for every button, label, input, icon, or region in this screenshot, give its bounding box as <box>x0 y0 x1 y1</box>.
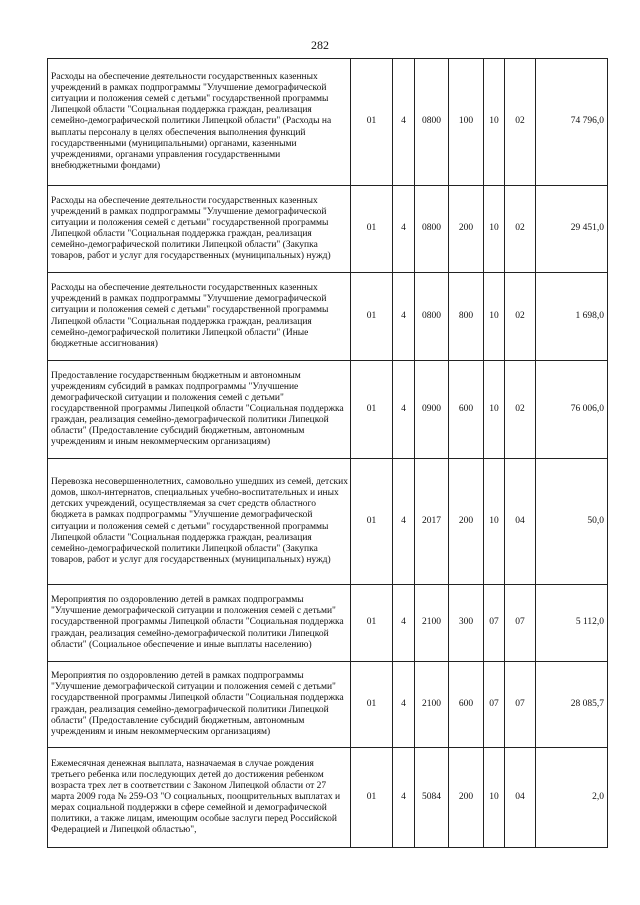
code-expense-type: 200 <box>449 186 484 273</box>
code-section: 07 <box>484 662 505 748</box>
row-amount: 76 006,0 <box>536 361 608 459</box>
row-description: Расходы на обеспечение деятельности государственных казенных учреждений в рамках подпрограммы "Улучшение демографической ситуации и положения семей с детьми" государственной программы Липецкой области "Социальная поддержка граждан, реализация семейно-демографической политики Липецкой области" (Закупка товаров, работ и услуг для государственных (муниципальных) нужд) <box>48 186 351 273</box>
code-program: 01 <box>351 273 393 361</box>
code-program: 01 <box>351 59 393 186</box>
row-amount: 50,0 <box>536 459 608 585</box>
code-subprogram: 4 <box>393 662 415 748</box>
code-section: 10 <box>484 59 505 186</box>
code-subsection: 04 <box>505 459 536 585</box>
code-activity: 0800 <box>415 186 449 273</box>
code-section: 10 <box>484 361 505 459</box>
row-description: Мероприятия по оздоровлению детей в рамках подпрограммы "Улучшение демографической ситуации и положения семей с детьми" государственной программы Липецкой области "Социальная поддержка граждан, реализация семейно-демографической политики Липецкой области" (Социальное обеспечение и иные выплаты населению) <box>48 585 351 662</box>
row-description: Расходы на обеспечение деятельности государственных казенных учреждений в рамках подпрограммы "Улучшение демографической ситуации и положения семей с детьми" государственной программы Липецкой области "Социальная поддержка граждан, реализация семейно-демографической политики Липецкой области" (Иные бюджетные ассигнования) <box>48 273 351 361</box>
page-number: 282 <box>311 38 329 52</box>
code-activity: 2100 <box>415 585 449 662</box>
code-activity: 0900 <box>415 361 449 459</box>
table-row <box>48 459 608 585</box>
code-program: 01 <box>351 186 393 273</box>
code-subprogram: 4 <box>393 59 415 186</box>
code-activity: 2100 <box>415 662 449 748</box>
row-description: Перевозка несовершеннолетних, самовольно ушедших из семей, детских домов, школ-интернатов, специальных учебно-воспитательных и иных детских учреждений, осуществляемая за счет средств областного бюджета в рамках подпрограммы "Улучшение демографической ситуации и положения семей с детьми" государственной программы Липецкой области "Социальная поддержка граждан, реализация семейно-демографической политики Липецкой области" (Закупка товаров, работ и услуг для государственных (муниципальных) нужд) <box>48 459 351 585</box>
code-expense-type: 600 <box>449 361 484 459</box>
table-row <box>48 273 608 361</box>
row-amount: 2,0 <box>536 748 608 848</box>
code-subsection: 02 <box>505 59 536 186</box>
row-description: Предоставление государственным бюджетным и автономным учреждениям субсидий в рамках подпрограммы "Улучшение демографической ситуации и положения семей с детьми" государственной программы Липецкой области "Социальная поддержка граждан, реализация семейно-демографической политики Липецкой области" (Предоставление субсидий бюджетным, автономным учреждениям и иным некоммерческим организациям) <box>48 361 351 459</box>
code-program: 01 <box>351 662 393 748</box>
table-row <box>48 748 608 848</box>
code-activity: 5084 <box>415 748 449 848</box>
code-section: 10 <box>484 273 505 361</box>
code-expense-type: 300 <box>449 585 484 662</box>
row-amount: 74 796,0 <box>536 59 608 186</box>
budget-table <box>47 58 608 848</box>
code-section: 10 <box>484 186 505 273</box>
code-expense-type: 100 <box>449 59 484 186</box>
row-description: Мероприятия по оздоровлению детей в рамках подпрограммы "Улучшение демографической ситуации и положения семей с детьми" государственной программы Липецкой области "Социальная поддержка граждан, реализация семейно-демографической политики Липецкой области" (Предоставление субсидий бюджетным, автономным учреждениям и иным некоммерческим организациям) <box>48 662 351 748</box>
table-row <box>48 59 608 186</box>
row-description: Ежемесячная денежная выплата, назначаемая в случае рождения третьего ребенка или последующих детей до достижения ребенком возраста трех лет в соответствии с Законом Липецкой области от 27 марта 2009 года № 259-ОЗ "О социальных, поощрительных выплатах и мерах социальной поддержки в сфере семейной и демографической политики, а также лицам, имеющим особые заслуги перед Российской Федерацией и Липецкой областью", <box>48 748 351 848</box>
row-amount: 28 085,7 <box>536 662 608 748</box>
code-expense-type: 200 <box>449 459 484 585</box>
code-expense-type: 600 <box>449 662 484 748</box>
code-section: 10 <box>484 748 505 848</box>
code-subprogram: 4 <box>393 273 415 361</box>
row-description: Расходы на обеспечение деятельности государственных казенных учреждений в рамках подпрограммы "Улучшение демографической ситуации и положения семей с детьми" государственной программы Липецкой области "Социальная поддержка граждан, реализация семейно-демографической политики Липецкой области" (Расходы на выплаты персоналу в целях обеспечения выполнения функций государственными (муниципальными) органами, казенными учреждениями, органами управления государственными внебюджетными фондами) <box>48 59 351 186</box>
code-activity: 2017 <box>415 459 449 585</box>
table-row <box>48 361 608 459</box>
code-section: 07 <box>484 585 505 662</box>
code-subsection: 02 <box>505 186 536 273</box>
row-amount: 1 698,0 <box>536 273 608 361</box>
code-subprogram: 4 <box>393 585 415 662</box>
code-expense-type: 800 <box>449 273 484 361</box>
code-subsection: 07 <box>505 662 536 748</box>
row-amount: 5 112,0 <box>536 585 608 662</box>
code-subprogram: 4 <box>393 748 415 848</box>
code-subprogram: 4 <box>393 361 415 459</box>
code-subsection: 07 <box>505 585 536 662</box>
table-row <box>48 662 608 748</box>
code-subsection: 02 <box>505 273 536 361</box>
code-section: 10 <box>484 459 505 585</box>
code-subprogram: 4 <box>393 186 415 273</box>
code-program: 01 <box>351 361 393 459</box>
code-program: 01 <box>351 748 393 848</box>
code-activity: 0800 <box>415 273 449 361</box>
row-amount: 29 451,0 <box>536 186 608 273</box>
code-activity: 0800 <box>415 59 449 186</box>
code-subsection: 02 <box>505 361 536 459</box>
code-program: 01 <box>351 459 393 585</box>
code-subsection: 04 <box>505 748 536 848</box>
code-program: 01 <box>351 585 393 662</box>
code-subprogram: 4 <box>393 459 415 585</box>
code-expense-type: 200 <box>449 748 484 848</box>
table-row <box>48 585 608 662</box>
table-row <box>48 186 608 273</box>
